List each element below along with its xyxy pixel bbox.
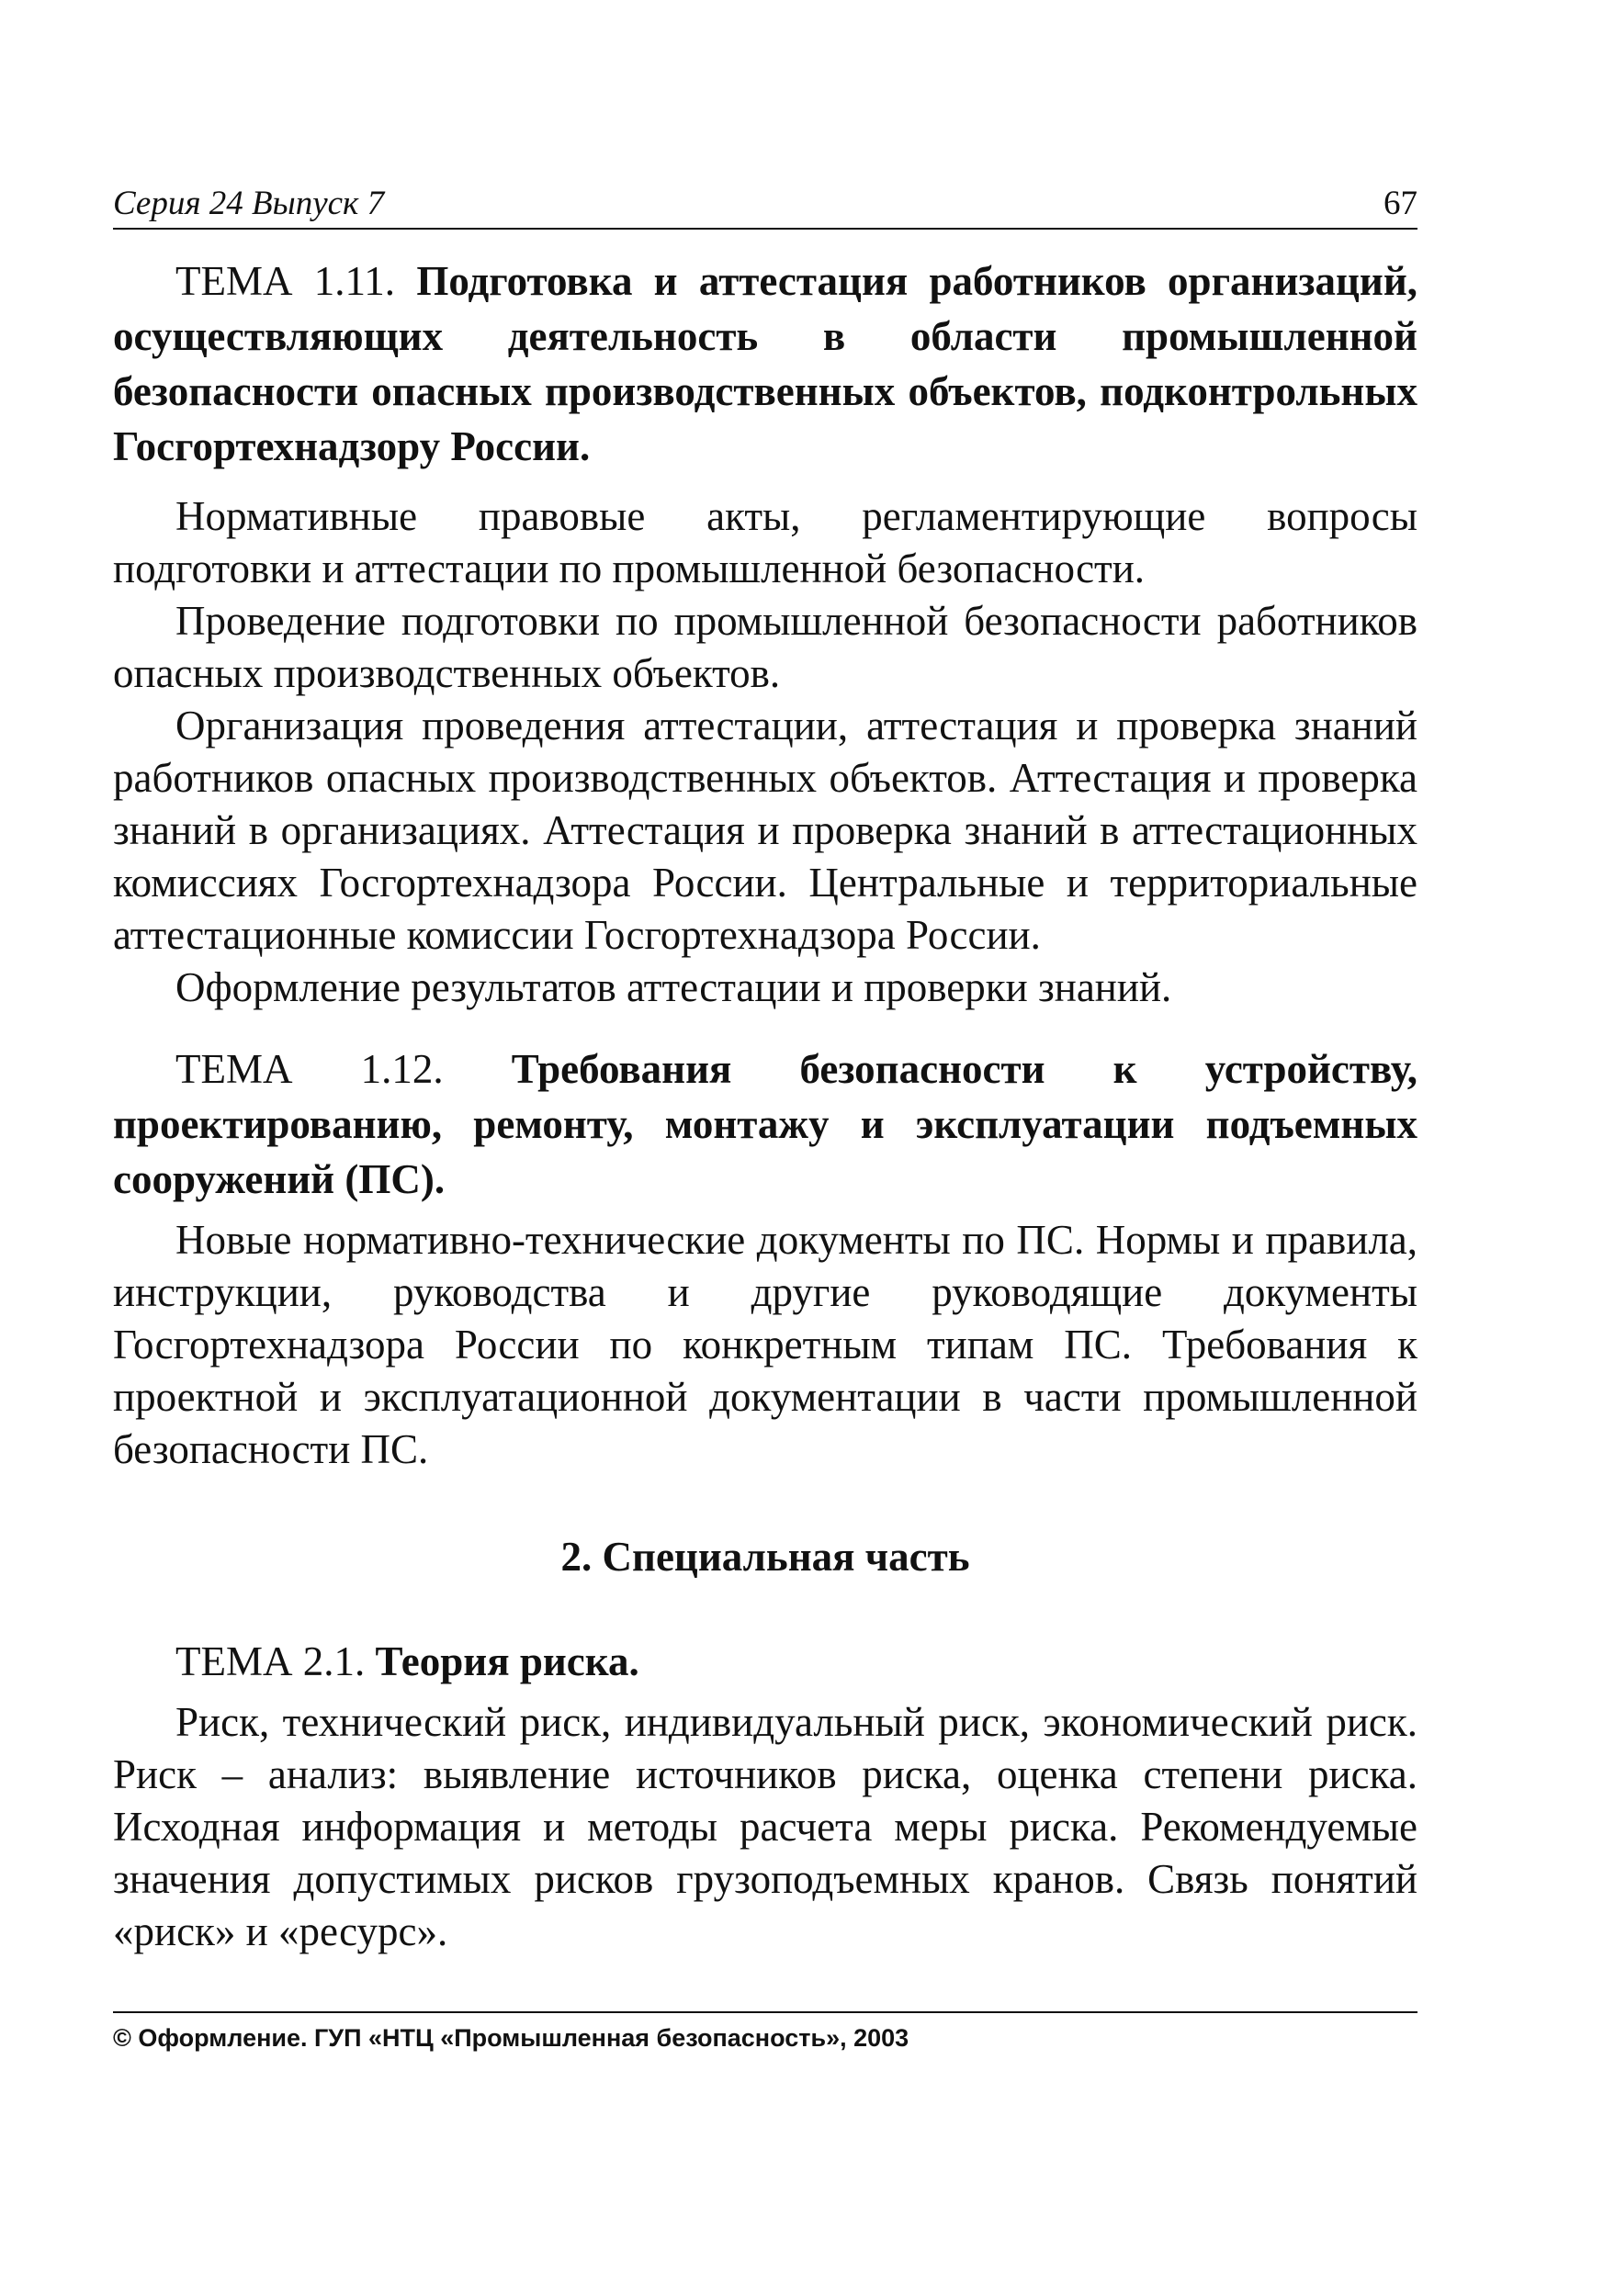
footer-rule: [113, 2011, 1417, 2013]
topic-1-12-heading: [113, 1041, 1417, 1207]
running-header: [113, 184, 1417, 230]
paragraph: Нормативные правовые акты, регламентирующие вопросы подготовки и аттестации по промышленной безопасности.: [113, 493, 1417, 591]
page-number: 67: [1383, 185, 1417, 222]
paragraph: Риск, технический риск, индивидуальный риск, экономический риск. Риск – анализ: выявление источников риска, оценка степени риска. Исходная информация и методы расчета меры риска. Рекомендуемые значения допустимых рисков грузоподъемных кранов. Связь понятий «риск» и «ресурс».: [113, 1699, 1417, 1954]
topic-title: Подготовка и аттестация работников организаций, осуществляющих деятельность в области промышленной безопасности опасных производственных объектов, подконтрольных Госгортехнадзору России.: [113, 258, 1417, 469]
footer-copyright: © Оформление. ГУП «НТЦ «Промышленная безопасность», 2003: [113, 2024, 909, 2052]
paragraph: Проведение подготовки по промышленной безопасности работников опасных производственных объектов.: [113, 598, 1417, 696]
topic-number: ТЕМА 1.11.: [175, 258, 396, 304]
section-title: 2. Специальная часть: [560, 1534, 970, 1580]
topic-title: Требования безопасности к устройству, проектированию, ремонту, монтажу и эксплуатации подъемных сооружений (ПС).: [113, 1046, 1417, 1202]
topic-1-11-heading: [113, 253, 1417, 474]
series-label: Серия 24 Выпуск 7: [113, 185, 385, 222]
topic-number: ТЕМА 1.12.: [175, 1046, 444, 1092]
page-content: [113, 184, 1417, 1958]
paragraph: Оформление результатов аттестации и проверки знаний.: [175, 964, 1172, 1010]
paragraph: Новые нормативно-технические документы по ПС. Нормы и правила, инструкции, руководства и другие руководящие документы Госгортехнадзора России по конкретным типам ПС. Требования к проектной и эксплуатационной документации в части промышленной безопасности ПС.: [113, 1217, 1417, 1472]
paragraph: Организация проведения аттестации, аттестация и проверка знаний работников опасных производственных объектов. Аттестация и проверка знаний в организациях. Аттестация и проверка знаний в аттестационных комиссиях Госгортехнадзора России. Центральные и территориальные аттестационные комиссии Госгортехнадзора России.: [113, 703, 1417, 958]
topic-number: ТЕМА 2.1.: [175, 1638, 366, 1684]
topic-2-1-heading: [113, 1634, 1417, 1689]
topic-title: Теория риска.: [375, 1638, 639, 1684]
